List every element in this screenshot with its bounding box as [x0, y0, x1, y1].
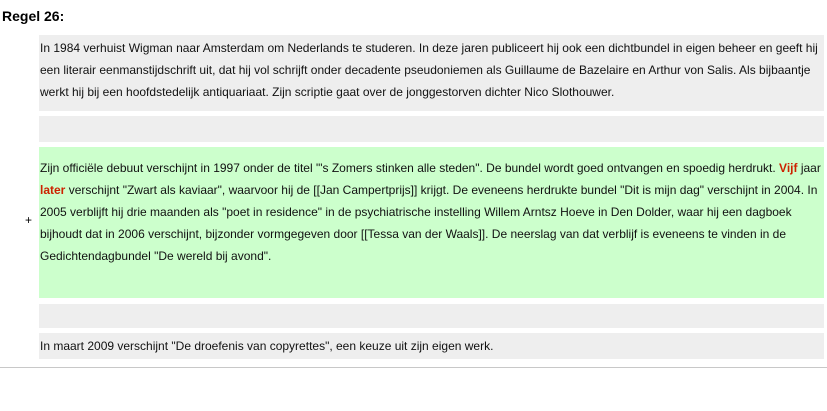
- context-text: In 1984 verhuist Wigman naar Amsterdam om Nederlands te studeren. In deze jaren publiceert hij ook een dichtbundel in eigen beheer en geeft hij een literair eenmanstijdschrift uit, dat hij vol schrijft onder decadente pseudoniemen als Guillaume de Bazelaire en Arthur von Salis. Als bijbaantje werkt hij bij een hoofdstedelijk antiquariaat. Zijn scriptie gaat over de jonggestorven dichter Nico Slothouwer.: [40, 41, 818, 99]
- added-text-part: Zijn officiële debuut verschijnt in 1997 onder de titel "'s Zomers stinken alle steden". De bundel wordt goed ontvangen en spoedig herdrukt.: [40, 161, 780, 175]
- empty-context-row: [39, 304, 824, 328]
- empty-context-row: [39, 116, 824, 142]
- added-text-part: jaar: [797, 161, 821, 175]
- changed-word: Vijf: [779, 161, 798, 175]
- context-text: In maart 2009 verschijnt "De droefenis van copyrettes", een keuze uit zijn eigen werk.: [40, 339, 494, 353]
- added-marker: +: [25, 213, 33, 227]
- line-heading: Regel 26:: [2, 8, 65, 24]
- context-block-before: [39, 35, 824, 111]
- added-text-part: verschijnt "Zwart als kaviaar", waarvoor hij de [[Jan Campertprijs]] krijgt. De eveneens herdrukte bundel "Dit is mijn dag" verschijnt in 2004. In 2005 verblijft hij drie maanden als "poet in residence" in de psychiatrische instelling Willem Arntsz Hoeve in Den Dolder, waar hij een dagboek bijhoudt dat in 2006 verschijnt, bijzonder vormgegeven door [[Tessa van der Waals]]. De neerslag van dat verblijf is eveneens te vinden in de Gedichtendagbundel "De wereld bij avond".: [40, 183, 818, 263]
- context-block-after: [39, 333, 824, 359]
- added-block: [39, 147, 824, 298]
- divider: [0, 367, 827, 368]
- changed-word: later: [40, 183, 66, 197]
